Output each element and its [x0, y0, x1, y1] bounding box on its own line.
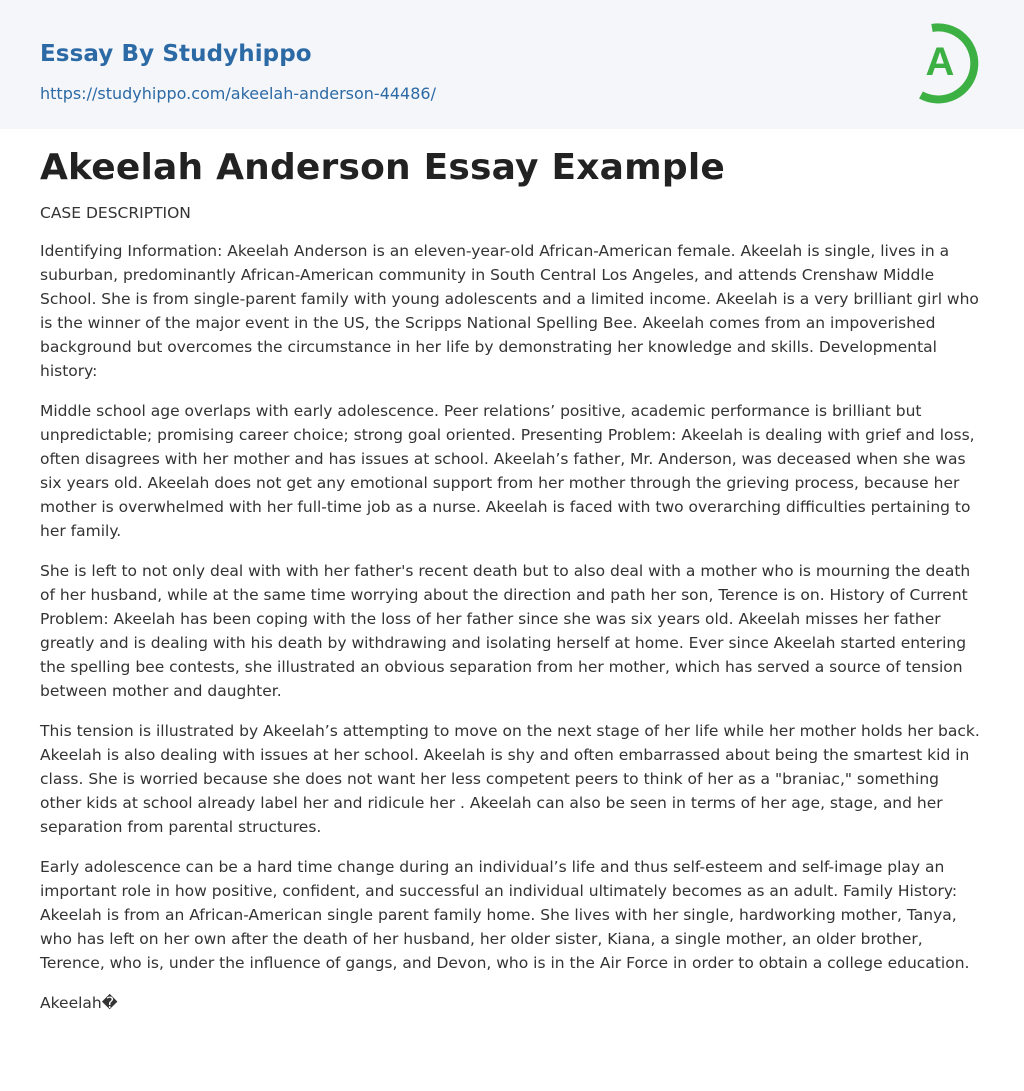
article-title: Akeelah Anderson Essay Example: [40, 147, 725, 188]
brand-name[interactable]: Essay By Studyhippo: [40, 41, 312, 67]
paragraph: This tension is illustrated by Akeelah’s attempting to move on the next stage of her life while her mother holds her back. Akeelah is also dealing with issues at her school. Akeelah is shy and often embarrassed about being the smartest kid in class. She is worried because she does not want her less competent peers to think of her as a "braniac," something other kids at school already label her and ridicule her . Akeelah can also be seen in terms of her age, stage, and her separation from parental structures.: [40, 722, 980, 836]
paragraph: Identifying Information: Akeelah Anderson is an eleven-year-old African-American female. Akeelah is single, lives in a suburban, predominantly African-American community in South Central Los Angeles, and attends Crenshaw Middle School. She is from single-parent family with young adolescents and a limited income. Akeelah is a very brilliant girl who is the winner of the major event in the US, the Scripps National Spelling Bee. Akeelah comes from an impoverished background but overcomes the circumstance in her life by demonstrating her knowledge and skills. Developmental history:: [40, 242, 979, 380]
paragraph-truncated: Akeelah�: [40, 994, 118, 1012]
article-subtitle: CASE DESCRIPTION: [40, 204, 191, 222]
paragraph: Middle school age overlaps with early adolescence. Peer relations’ positive, academic performance is brilliant but unpredictable; promising career choice; strong goal oriented. Presenting Problem: Akeelah is dealing with grief and loss, often disagrees with her mother and has issues at school. Akeelah’s father, Mr. Anderson, was deceased when she was six years old. Akeelah does not get any emotional support from her mother through the grieving process, because her mother is overwhelmed with her full-time job as a nurse. Akeelah is faced with two overarching difficulties pertaining to her family.: [40, 402, 975, 540]
article: [0, 129, 1024, 1015]
site-header: [0, 0, 1024, 129]
logo-letter: A: [925, 40, 955, 84]
studyhippo-logo-icon[interactable]: [912, 19, 986, 105]
article-body: [40, 239, 984, 1015]
page-url-link[interactable]: https://studyhippo.com/akeelah-anderson-44486/: [40, 84, 436, 103]
paragraph: Early adolescence can be a hard time change during an individual’s life and thus self-esteem and self-image play an important role in how positive, confident, and successful an individual ultimately becomes as an adult. Family History: Akeelah is from an African-American single parent family home. She lives with her single, hardworking mother, Tanya, who has left on her own after the death of her husband, her older sister, Kiana, a single mother, an older brother, Terence, who is, under the influence of gangs, and Devon, who is in the Air Force in order to obtain a college education.: [40, 858, 970, 972]
paragraph: She is left to not only deal with with her father's recent death but to also deal with a mother who is mourning the death of her husband, while at the same time worrying about the direction and path her son, Terence is on. History of Current Problem: Akeelah has been coping with the loss of her father since she was six years old. Akeelah misses her father greatly and is dealing with his death by withdrawing and isolating herself at home. Ever since Akeelah started entering the spelling bee contests, she illustrated an obvious separation from her mother, which has served a source of tension between mother and daughter.: [40, 562, 971, 700]
